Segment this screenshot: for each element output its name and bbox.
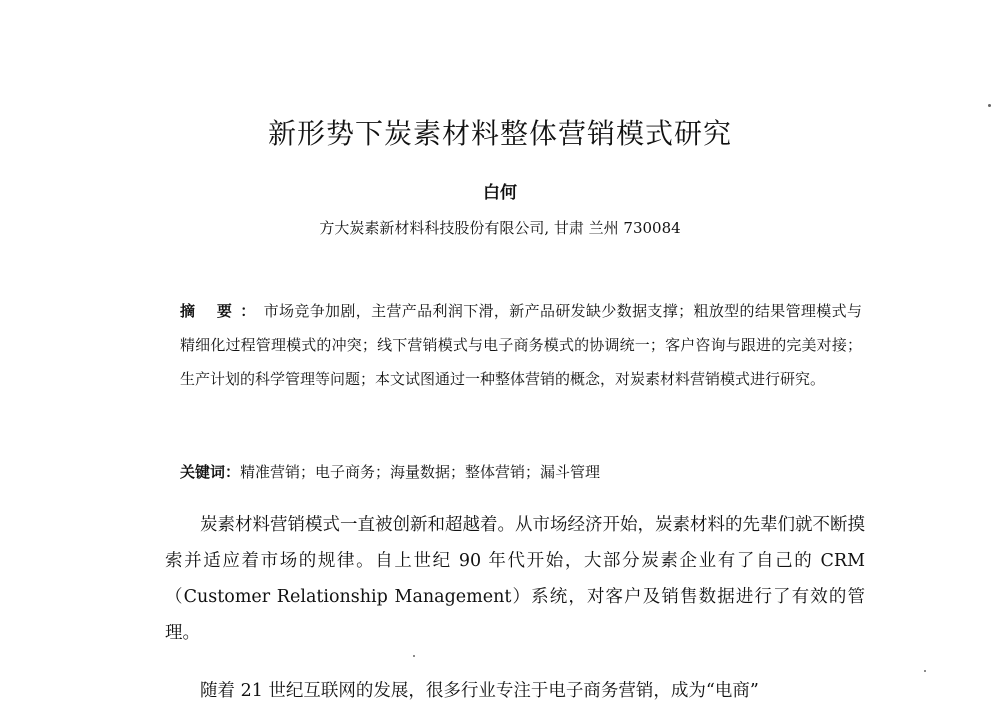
paper-title: 新形势下炭素材料整体营销模式研究 [267,117,732,150]
author-affiliation: 方大炭素新材料科技股份有限公司, 甘肃 兰州 730084 [319,219,681,237]
scan-speck [924,670,926,672]
abstract-label: 摘 要： [180,302,264,320]
keywords-label: 关键词： [180,463,241,481]
abstract [180,294,862,396]
keywords-text: 精准营销；电子商务；海量数据；整体营销；漏斗管理 [240,463,601,481]
scan-speck [413,655,415,657]
abstract-text: 市场竞争加剧，主营产品利润下滑，新产品研发缺少数据支撑；粗放型的结果管理模式与精细化过程管理模式的冲突；线下营销模式与电子商务模式的协调统一；客户咨询与跟进的完美对接；生产计划的科学管理等问题；本文试图通过一种整体营销的概念，对炭素材料营销模式进行研究。 [180,302,862,388]
keywords [180,460,862,484]
scan-speck [988,104,991,107]
body-paragraph-2: 随着 21 世纪互联网的发展，很多行业专注于电子商务营销，成为“电商” [200,681,759,701]
body-paragraph-1: 炭素材料营销模式一直被创新和超越着。从市场经济开始，炭素材料的先辈们就不断摸索并适应着市场的规律。自上世纪 90 年代开始，大部分炭素企业有了自己的 CRM（Customer Relationship Management）系统，对客户及销售数据进行了有效的管理。 [165,515,865,643]
author-name: 白何 [483,183,517,203]
